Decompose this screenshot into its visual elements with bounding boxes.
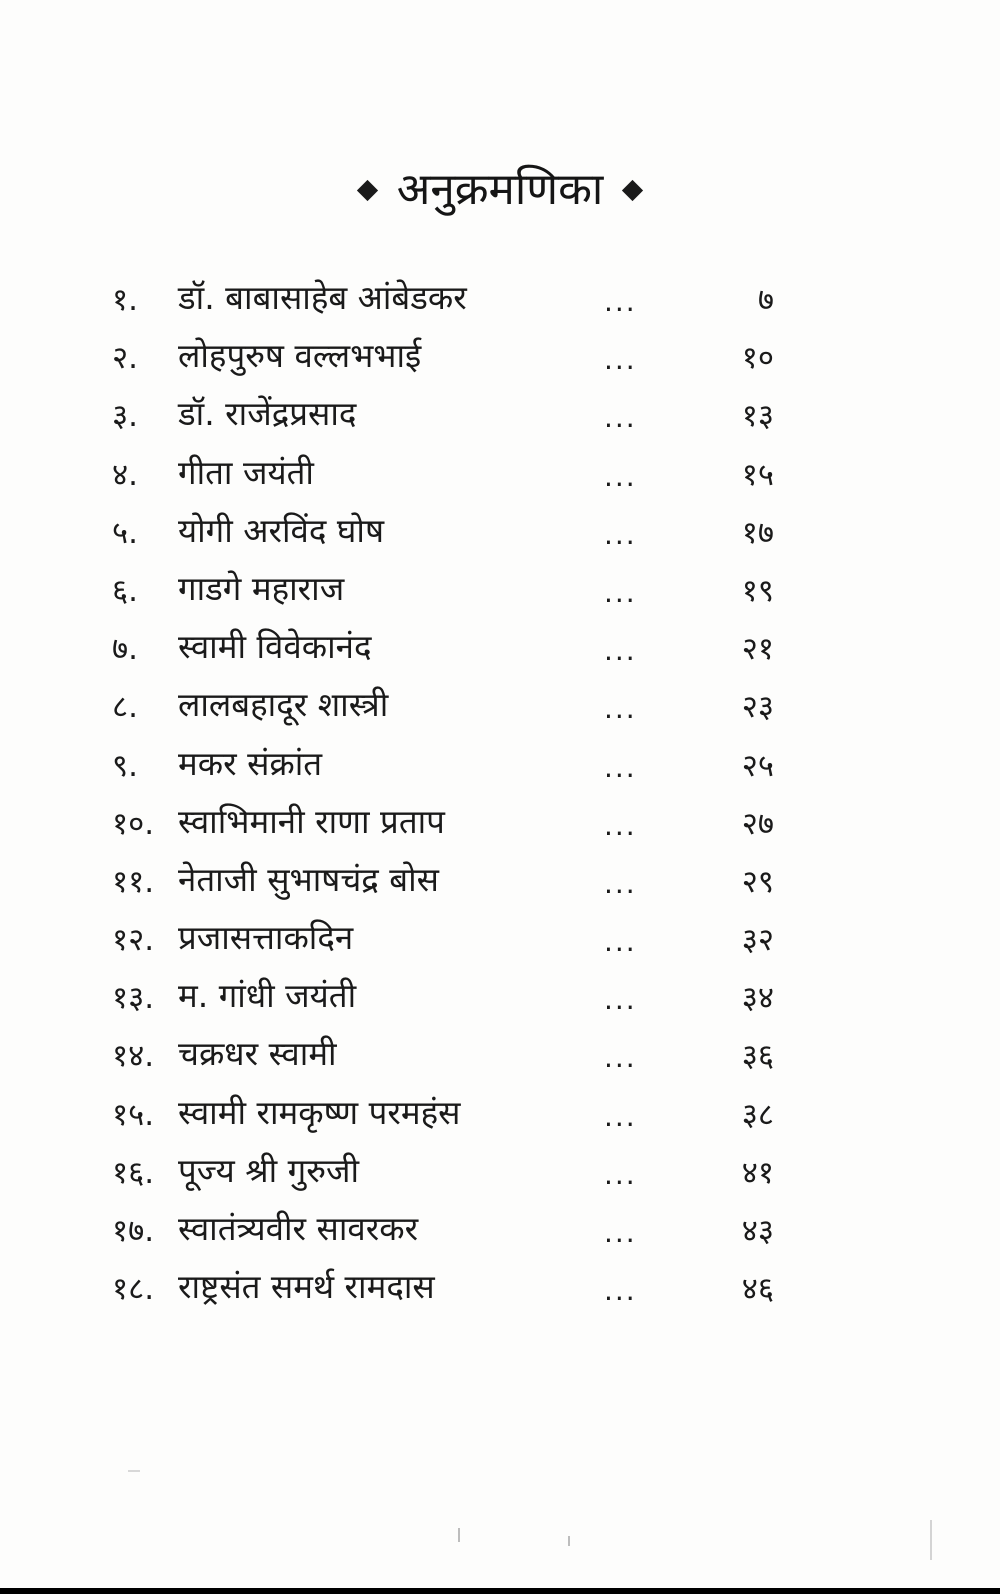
entry-title: पूज्य श्री गुरुजी: [178, 1150, 359, 1190]
title-row: [0, 158, 1000, 222]
table-of-contents: [0, 270, 1000, 1317]
entry-title: लालबहादूर शास्त्री: [178, 685, 389, 725]
entry-page-number: ३८: [741, 1096, 774, 1133]
entry-number: १४.: [112, 1038, 155, 1075]
entry-page-number: १५: [741, 456, 774, 493]
toc-entry: [0, 386, 1000, 444]
entry-leader-dots: ...: [604, 459, 637, 493]
entry-title: स्वामी रामकृष्ण परमहंस: [178, 1092, 461, 1132]
scan-speck: [458, 1528, 460, 1542]
entry-page-number: ४६: [741, 1271, 774, 1308]
toc-entry: [0, 736, 1000, 794]
entry-number: १०.: [112, 805, 155, 842]
entry-page-number: १०: [741, 340, 774, 377]
entry-title: राष्ट्रसंत समर्थ रामदास: [178, 1267, 435, 1307]
entry-number: ३.: [112, 398, 138, 435]
toc-entry: [0, 794, 1000, 852]
entry-number: १७.: [112, 1213, 155, 1249]
entry-title: नेताजी सुभाषचंद्र बोस: [178, 859, 439, 899]
entry-title: म. गांधी जयंती: [178, 976, 357, 1016]
entry-leader-dots: ...: [604, 575, 637, 609]
entry-title: स्वामी विवेकानंद: [178, 627, 372, 667]
entry-number: ६.: [112, 572, 138, 609]
entry-leader-dots: ...: [604, 343, 637, 377]
right-diamond-icon: [622, 179, 643, 200]
entry-leader-dots: ...: [604, 808, 637, 842]
toc-entry: [0, 1085, 1000, 1143]
entry-leader-dots: ...: [604, 925, 637, 959]
entry-number: ८.: [112, 689, 138, 726]
entry-title: स्वाभिमानी राणा प्रताप: [178, 801, 445, 841]
entry-title: स्वातंत्र्यवीर सावरकर: [178, 1209, 419, 1248]
toc-entry: [0, 445, 1000, 503]
entry-title: गीता जयंती: [178, 452, 314, 492]
toc-entry: [0, 1259, 1000, 1317]
entry-page-number: २१: [741, 631, 774, 668]
toc-entry: [0, 328, 1000, 386]
entry-leader-dots: ...: [604, 692, 637, 726]
entry-number: १२.: [112, 922, 155, 959]
entry-number: ४.: [112, 456, 138, 493]
toc-entry: [0, 1026, 1000, 1084]
toc-entry: [0, 1201, 1000, 1259]
toc-entry: [0, 619, 1000, 677]
page-title: अनुक्रमणिका: [396, 164, 604, 215]
entry-page-number: ४१: [741, 1154, 774, 1191]
scan-edge-line: [0, 1588, 1000, 1594]
scan-speck: [568, 1536, 570, 1546]
entry-page-number: ३४: [741, 980, 774, 1017]
entry-number: १५.: [112, 1096, 155, 1133]
entry-page-number: २९: [741, 863, 774, 900]
toc-entry: [0, 910, 1000, 968]
entry-page-number: २७: [741, 805, 774, 842]
entry-number: २.: [112, 340, 138, 377]
entry-number: १६.: [112, 1154, 155, 1191]
entry-title: चक्रधर स्वामी: [178, 1034, 337, 1074]
entry-leader-dots: ...: [604, 1157, 637, 1191]
entry-page-number: २३: [741, 689, 774, 726]
entry-title: योगी अरविंद घोष: [178, 510, 385, 550]
toc-entry: [0, 677, 1000, 735]
entry-title: डॉ. बाबासाहेब आंबेडकर: [178, 278, 467, 317]
entry-page-number: ४३: [741, 1213, 774, 1249]
scan-speck: [128, 1470, 140, 1472]
toc-entry: [0, 561, 1000, 619]
entry-page-number: ७: [757, 282, 774, 318]
entry-page-number: १९: [741, 572, 774, 609]
entry-number: ११.: [112, 863, 155, 900]
scan-speck: [930, 1520, 932, 1560]
entry-leader-dots: ...: [604, 401, 637, 435]
entry-leader-dots: ...: [604, 866, 637, 900]
entry-page-number: ३२: [741, 922, 774, 959]
entry-title: गाडगे महाराज: [178, 568, 345, 608]
entry-number: ५.: [112, 514, 138, 551]
left-diamond-icon: [357, 179, 378, 200]
entry-page-number: १३: [741, 398, 774, 435]
toc-entry: [0, 270, 1000, 328]
entry-number: १.: [112, 282, 138, 318]
entry-title: मकर संक्रांत: [178, 743, 323, 783]
entry-leader-dots: ...: [604, 634, 637, 668]
entry-title: डॉ. राजेंद्रप्रसाद: [178, 394, 357, 434]
toc-entry: [0, 852, 1000, 910]
entry-leader-dots: ...: [604, 1099, 637, 1133]
entry-leader-dots: ...: [604, 517, 637, 551]
entry-leader-dots: ...: [604, 285, 637, 318]
entry-number: ९.: [112, 747, 138, 784]
entry-leader-dots: ...: [604, 750, 637, 784]
toc-entry: [0, 503, 1000, 561]
entry-number: १३.: [112, 980, 155, 1017]
entry-page-number: २५: [741, 747, 774, 784]
entry-number: ७.: [112, 631, 138, 668]
entry-leader-dots: ...: [604, 1274, 637, 1308]
entry-number: १८.: [112, 1271, 155, 1308]
entry-page-number: १७: [741, 514, 774, 551]
toc-entry: [0, 1143, 1000, 1201]
entry-leader-dots: ...: [604, 983, 637, 1017]
entry-page-number: ३६: [741, 1038, 774, 1075]
entry-title: लोहपुरुष वल्लभभाई: [178, 336, 422, 376]
entry-leader-dots: ...: [604, 1216, 637, 1249]
toc-entry: [0, 968, 1000, 1026]
entry-leader-dots: ...: [604, 1041, 637, 1075]
entry-title: प्रजासत्ताकदिन: [178, 918, 354, 958]
